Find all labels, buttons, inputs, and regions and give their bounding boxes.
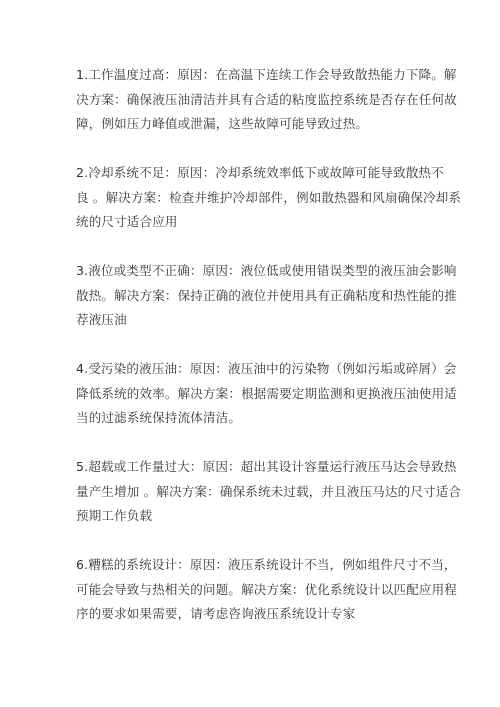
paragraph-4-contamination [76, 357, 458, 431]
paragraph-line: 2.冷却系统不足：原因：冷却系统效率低下或故障可能导致散热不 [76, 165, 444, 180]
paragraph-line: 良 。解决方案：检查并维护冷却部件，例如散热器和风扇确保冷却系 [76, 189, 462, 205]
paragraph-1-overheating [76, 63, 458, 137]
paragraph-line: 可能会导致与热相关的问题。解决方案：优化系统设计以匹配应用程 [76, 581, 458, 597]
paragraph-line: 当的过滤系统保持流体清洁。 [76, 410, 242, 425]
paragraph-line: 6.糟糕的系统设计：原因：液压系统设计不当，例如组件尺寸不当， [76, 557, 457, 572]
paragraph-line: 1.工作温度过高：原因：在高温下连续工作会导致散热能力下降。解 [76, 67, 457, 82]
paragraph-line: 统的尺寸适合应用 [76, 214, 178, 229]
paragraph-line: 散热。解决方案：保持正确的液位并使用具有正确粘度和热性能的推 [76, 287, 458, 303]
paragraph-line: 预期工作负载 [76, 508, 153, 523]
paragraph-line: 降低系统的效率。解决方案：根据需要定期监测和更换液压油使用适 [76, 385, 458, 401]
paragraph-line: 5.超载或工作量过大：原因：超出其设计容量运行液压马达会导致热 [76, 459, 457, 474]
paragraph-5-overload [76, 455, 462, 529]
paragraph-line: 量产生增加 。解决方案：确保系统未过载，并且液压马达的尺寸适合 [76, 483, 462, 499]
paragraph-6-system-design [76, 553, 458, 627]
paragraph-line: 荐液压油 [76, 312, 127, 327]
paragraph-line: 障，例如压力峰值或泄漏，这些故障可能导致过热。 [76, 116, 369, 131]
paragraph-line: 4.受污染的液压油：原因：液压油中的污染物（例如污垢或碎屑）会 [76, 361, 457, 376]
paragraph-line: 决方案：确保液压油清洁并具有合适的粘度监控系统是否存在任何故 [76, 91, 458, 107]
paragraph-line: 3.液位或类型不正确：原因：液位低或使用错误类型的液压油会影响 [76, 263, 457, 278]
paragraph-line: 序的要求如果需要，请考虑咨询液压系统设计专家 [76, 606, 356, 621]
paragraph-3-fluid-level [76, 259, 458, 333]
paragraph-2-cooling [76, 161, 462, 235]
